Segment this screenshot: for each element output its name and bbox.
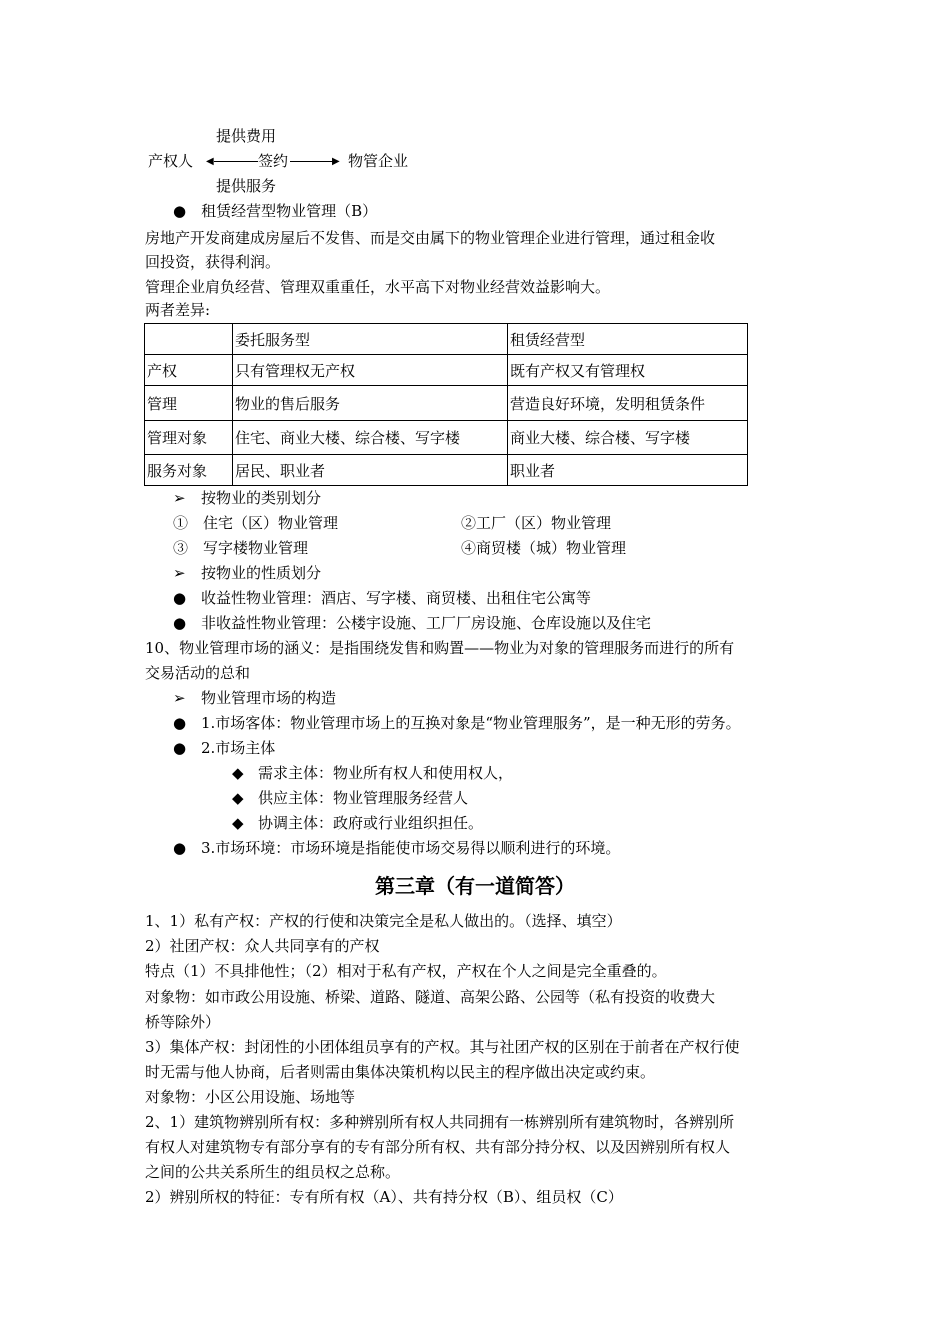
- chapter-line-7-cont-2: 之间的公共关系所生的组员权之总称。: [145, 1163, 401, 1181]
- chapter-title: 第三章（有一道简答）: [375, 874, 575, 898]
- market-item-1: [173, 711, 741, 736]
- nature-item-1-text: 收益性物业管理：酒店、写字楼、商贸楼、出租住宅公寓等: [201, 589, 592, 607]
- chapter-line-5-cont: 时无需与他人协商，后者则需由集体决策机构以民主的程序做出决定或约束。: [145, 1063, 656, 1081]
- market-subitem-supply: [232, 786, 468, 811]
- bullet-icon: ●: [173, 839, 187, 857]
- nature-item-1: [173, 586, 591, 611]
- bullet-icon: ●: [173, 614, 187, 632]
- bullet-icon: ●: [173, 739, 187, 757]
- lease-paragraph-1-cont: 回投资，获得利润。: [145, 253, 281, 271]
- table-row: [145, 455, 748, 486]
- diagram-top-label: 提供费用: [216, 127, 277, 145]
- table-cell: 职业者: [508, 455, 748, 486]
- nature-heading-text: 按物业的性质划分: [201, 564, 322, 582]
- table-cell: 只有管理权无产权: [233, 355, 508, 386]
- chapter-line-7-cont-1: 有权人对建筑物专有部分享有的专有部分所有权、共有部分持分权、以及因辨别所有权人: [145, 1138, 731, 1156]
- arrow-bullet-icon: ➢: [173, 564, 186, 582]
- market-subitem-demand-text: 需求主体：物业所有权人和使用权人，: [258, 764, 514, 782]
- table-cell: 物业的售后服务: [233, 386, 508, 421]
- arrow-right-icon: ▶: [332, 156, 340, 167]
- table-row: [145, 421, 748, 455]
- table-cell: 管理对象: [145, 421, 233, 455]
- table-cell: 居民、职业者: [233, 455, 508, 486]
- chapter-line-4: 对象物：如市政公用设施、桥梁、道路、隧道、高架公路、公园等（私有投资的收费大: [145, 988, 716, 1006]
- market-item-2-text: 2.市场主体: [201, 739, 276, 757]
- market-heading: [173, 686, 336, 711]
- market-subitem-demand: [232, 761, 513, 786]
- category-item-3: ③ 写字楼物业管理: [173, 539, 309, 557]
- chapter-line-3: 特点（1）不具排他性；（2）相对于私有产权，产权在个人之间是完全重叠的。: [145, 962, 667, 980]
- table-row: [145, 386, 748, 421]
- nature-heading: [173, 561, 321, 586]
- market-item-3-text: 3.市场环境：市场环境是指能使市场交易得以顺利进行的环境。: [201, 839, 621, 857]
- bullet-icon: ●: [173, 589, 187, 607]
- diagram-arrow-line-right: [290, 161, 334, 162]
- bullet-icon: ●: [173, 714, 187, 732]
- diagram-bottom-label: 提供服务: [216, 177, 277, 195]
- table-cell: 管理: [145, 386, 233, 421]
- nature-item-2-text: 非收益性物业管理：公楼宇设施、工厂厂房设施、仓库设施以及住宅: [201, 614, 652, 632]
- category-heading: [173, 486, 321, 511]
- diamond-bullet-icon: ◆: [232, 814, 244, 832]
- market-subitem-supply-text: 供应主体：物业管理服务经营人: [258, 789, 469, 807]
- table-cell: 商业大楼、综合楼、写字楼: [508, 421, 748, 455]
- lease-paragraph-2: 管理企业肩负经营、管理双重重任，水平高下对物业经营效益影响大。: [145, 278, 611, 296]
- chapter-line-1: 1、1）私有产权：产权的行使和决策完全是私人做出的。（选择、填空）: [145, 912, 622, 930]
- category-item-2: ②工厂（区）物业管理: [461, 514, 612, 532]
- table-cell: 既有产权又有管理权: [508, 355, 748, 386]
- market-item-3: [173, 836, 620, 861]
- category-heading-text: 按物业的类别划分: [201, 489, 322, 507]
- diagram-left-label: 产权人: [148, 152, 194, 170]
- market-subitem-coord: [232, 811, 483, 836]
- diagram-arrow-line-left: [214, 161, 258, 162]
- item-10-line-1: 10、物业管理市场的涵义：是指围绕发售和购置——物业为对象的管理服务而进行的所有: [145, 639, 735, 657]
- table-header-cell: 委托服务型: [233, 324, 508, 355]
- lease-heading: ● 租赁经营型物业管理（B）: [173, 202, 378, 220]
- table-cell: 产权: [145, 355, 233, 386]
- arrow-bullet-icon: ➢: [173, 489, 186, 507]
- table-header-row: [145, 324, 748, 355]
- difference-label: 两者差异:: [145, 301, 211, 319]
- nature-item-2: [173, 611, 651, 636]
- arrow-bullet-icon: ➢: [173, 689, 186, 707]
- table-cell: 住宅、商业大楼、综合楼、写字楼: [233, 421, 508, 455]
- table-cell: 服务对象: [145, 455, 233, 486]
- chapter-line-7: 2、1）建筑物辨别所有权：多种辨别所有权人共同拥有一栋辨别所有建筑物时，各辨别所: [145, 1113, 735, 1131]
- comparison-table: [144, 323, 748, 486]
- chapter-line-4-cont: 桥等除外）: [145, 1013, 221, 1031]
- diagram-right-label: 物管企业: [348, 152, 409, 170]
- market-item-2: [173, 736, 275, 761]
- market-subitem-coord-text: 协调主体：政府或行业组织担任。: [258, 814, 484, 832]
- chapter-line-5: 3）集体产权：封闭性的小团体组员享有的产权。其与社团产权的区别在于前者在产权行使: [145, 1038, 740, 1056]
- diagram-middle-label: 签约: [258, 152, 289, 170]
- item-10-line-2: 交易活动的总和: [145, 664, 251, 682]
- table-header-cell: 租赁经营型: [508, 324, 748, 355]
- diamond-bullet-icon: ◆: [232, 764, 244, 782]
- lease-paragraph-1: 房地产开发商建成房屋后不发售、而是交由属下的物业管理企业进行管理，通过租金收: [145, 229, 716, 247]
- table-row: [145, 355, 748, 386]
- chapter-line-8: 2）辨别所权的特征：专有所有权（A）、共有持分权（B）、组员权（C）: [145, 1188, 623, 1206]
- category-item-4: ④商贸楼（城）物业管理: [461, 539, 627, 557]
- table-header-cell: [145, 324, 233, 355]
- diamond-bullet-icon: ◆: [232, 789, 244, 807]
- market-heading-text: 物业管理市场的构造: [201, 689, 337, 707]
- table-cell: 营造良好环境，发明租赁条件: [508, 386, 748, 421]
- arrow-left-icon: ◀: [206, 156, 214, 167]
- category-item-1: ① 住宅（区）物业管理: [173, 514, 339, 532]
- chapter-line-2: 2）社团产权：众人共同享有的产权: [145, 937, 380, 955]
- chapter-line-6: 对象物：小区公用设施、场地等: [145, 1088, 356, 1106]
- market-item-1-text: 1.市场客体：物业管理市场上的互换对象是“物业管理服务”，是一种无形的劳务。: [201, 714, 741, 732]
